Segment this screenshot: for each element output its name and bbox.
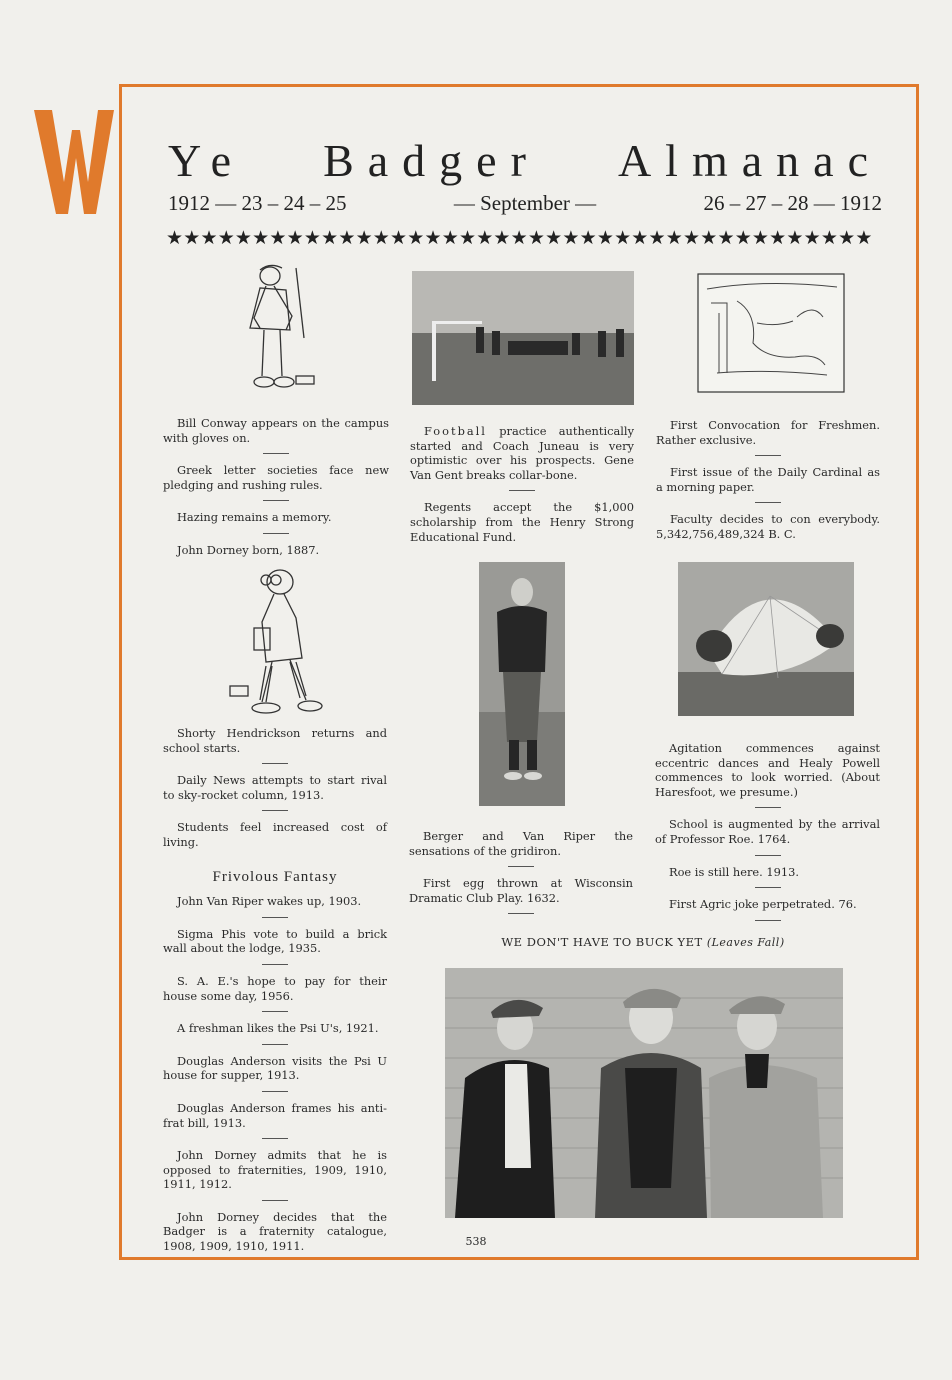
entry: Daily News attempts to start rival to sky-rocket column, 1913.	[163, 773, 387, 802]
entry: Regents accept the $1,000 scholarship from the Henry Strong Educational Fund.	[410, 500, 634, 544]
col2-top-entries	[410, 424, 634, 544]
entry: John Van Riper wakes up, 1903.	[177, 894, 362, 909]
entry: John Dorney decides that the Badger is a fraternity catalogue, 1908, 1909, 1910, 1911.	[163, 1209, 387, 1254]
col3-mid-entries	[655, 741, 880, 930]
frivolous-fantasy-heading: Frivolous Fantasy	[212, 868, 338, 885]
separator	[755, 455, 781, 456]
separator	[263, 453, 289, 454]
separator	[755, 887, 781, 888]
entry: Students feel increased cost of living.	[163, 820, 387, 849]
entry: A freshman likes the Psi U's, 1921.	[177, 1021, 379, 1036]
page-title	[168, 134, 882, 187]
title-word-1: Ye	[168, 135, 246, 186]
football-word: Football	[424, 424, 487, 438]
sketch-convocation	[697, 273, 845, 393]
separator	[262, 964, 288, 965]
drop-letter-w	[34, 110, 114, 220]
entry: S. A. E.'s hope to pay for their house some day, 1956.	[163, 973, 387, 1003]
entry: Douglas Anderson visits the Psi U house for supper, 1913.	[163, 1053, 387, 1083]
entry: Shorty Hendrickson returns and school starts.	[163, 726, 387, 755]
star-rule: ★★★★★★★★★★★★★★★★★★★★★★★★★★★★★★★★★★★★★★★★★	[166, 227, 873, 249]
title-word-2: Badger	[323, 135, 540, 186]
entry: School is augmented by the arrival of Professor Roe. 1764.	[655, 817, 880, 846]
dates-right: 26 – 27 – 28 — 1912	[703, 191, 882, 215]
col3-top-entries	[656, 418, 880, 542]
separator	[755, 855, 781, 856]
separator	[262, 1200, 288, 1201]
entry: Hazing remains a memory.	[177, 510, 332, 525]
photo-umbrella	[678, 562, 854, 716]
entry: First egg thrown at Wisconsin Dramatic Club Play. 1632.	[409, 876, 633, 905]
entry-rest: practice authentically started and Coach Juneau is very optimistic over his prospects. Gene Van Gent breaks collar-bone.	[410, 424, 634, 482]
separator	[262, 1091, 288, 1092]
entry: Douglas Anderson frames his anti-frat bill, 1913.	[163, 1100, 387, 1130]
entry: First issue of the Daily Cardinal as a morning paper.	[656, 465, 880, 494]
photo-berger	[479, 562, 565, 806]
caption-italic: (Leaves Fall)	[706, 936, 785, 949]
entry: Faculty decides to con everybody. 5,342,756,489,324 B. C.	[656, 512, 880, 541]
entry: Berger and Van Riper the sensations of the gridiron.	[409, 829, 633, 858]
separator	[755, 502, 781, 503]
separator	[262, 1011, 288, 1012]
separator	[508, 913, 534, 914]
separator	[262, 1138, 288, 1139]
cartoon-shorty-hendrickson	[226, 562, 330, 720]
separator	[263, 533, 289, 534]
separator	[262, 763, 288, 764]
entry: First Convocation for Freshmen. Rather exclusive.	[656, 418, 880, 447]
entry: Roe is still here. 1913.	[669, 864, 799, 879]
date-line	[168, 191, 882, 216]
col2-mid-entries	[409, 829, 633, 923]
separator	[755, 807, 781, 808]
entry: Greek letter societies face new pledging and rushing rules.	[163, 463, 389, 492]
entry: Sigma Phis vote to build a brick wall about the lodge, 1935.	[163, 926, 387, 956]
entry: Bill Conway appears on the campus with gloves on.	[163, 416, 389, 445]
separator	[509, 490, 535, 491]
photo-football-practice	[412, 271, 634, 405]
col1-mid-entries	[163, 726, 387, 1254]
entry: John Dorney admits that he is opposed to fraternities, 1909, 1910, 1911, 1912.	[163, 1148, 387, 1192]
title-word-3: Almanac	[617, 135, 882, 186]
entry	[410, 424, 634, 482]
separator	[755, 920, 781, 921]
separator	[262, 917, 288, 918]
separator	[263, 500, 289, 501]
dates-left: 1912 — 23 – 24 – 25	[168, 191, 347, 215]
separator	[508, 866, 534, 867]
entry: First Agric joke perpetrated. 76.	[669, 897, 857, 912]
caption-main: WE DON'T HAVE TO BUCK YET	[501, 935, 703, 949]
entry: John Dorney born, 1887.	[177, 542, 320, 557]
dates-center: — September —	[453, 191, 597, 215]
separator	[262, 810, 288, 811]
entry: Agitation commences against eccentric dances and Healy Powell commences to look worried. (About Haresfoot, we presume.)	[655, 741, 880, 799]
photo-three-men	[445, 968, 843, 1218]
separator	[262, 1044, 288, 1045]
col1-top-entries	[163, 416, 389, 558]
page-number: 538	[465, 1235, 487, 1248]
photo-caption	[444, 935, 842, 949]
cartoon-bill-conway	[230, 258, 322, 394]
